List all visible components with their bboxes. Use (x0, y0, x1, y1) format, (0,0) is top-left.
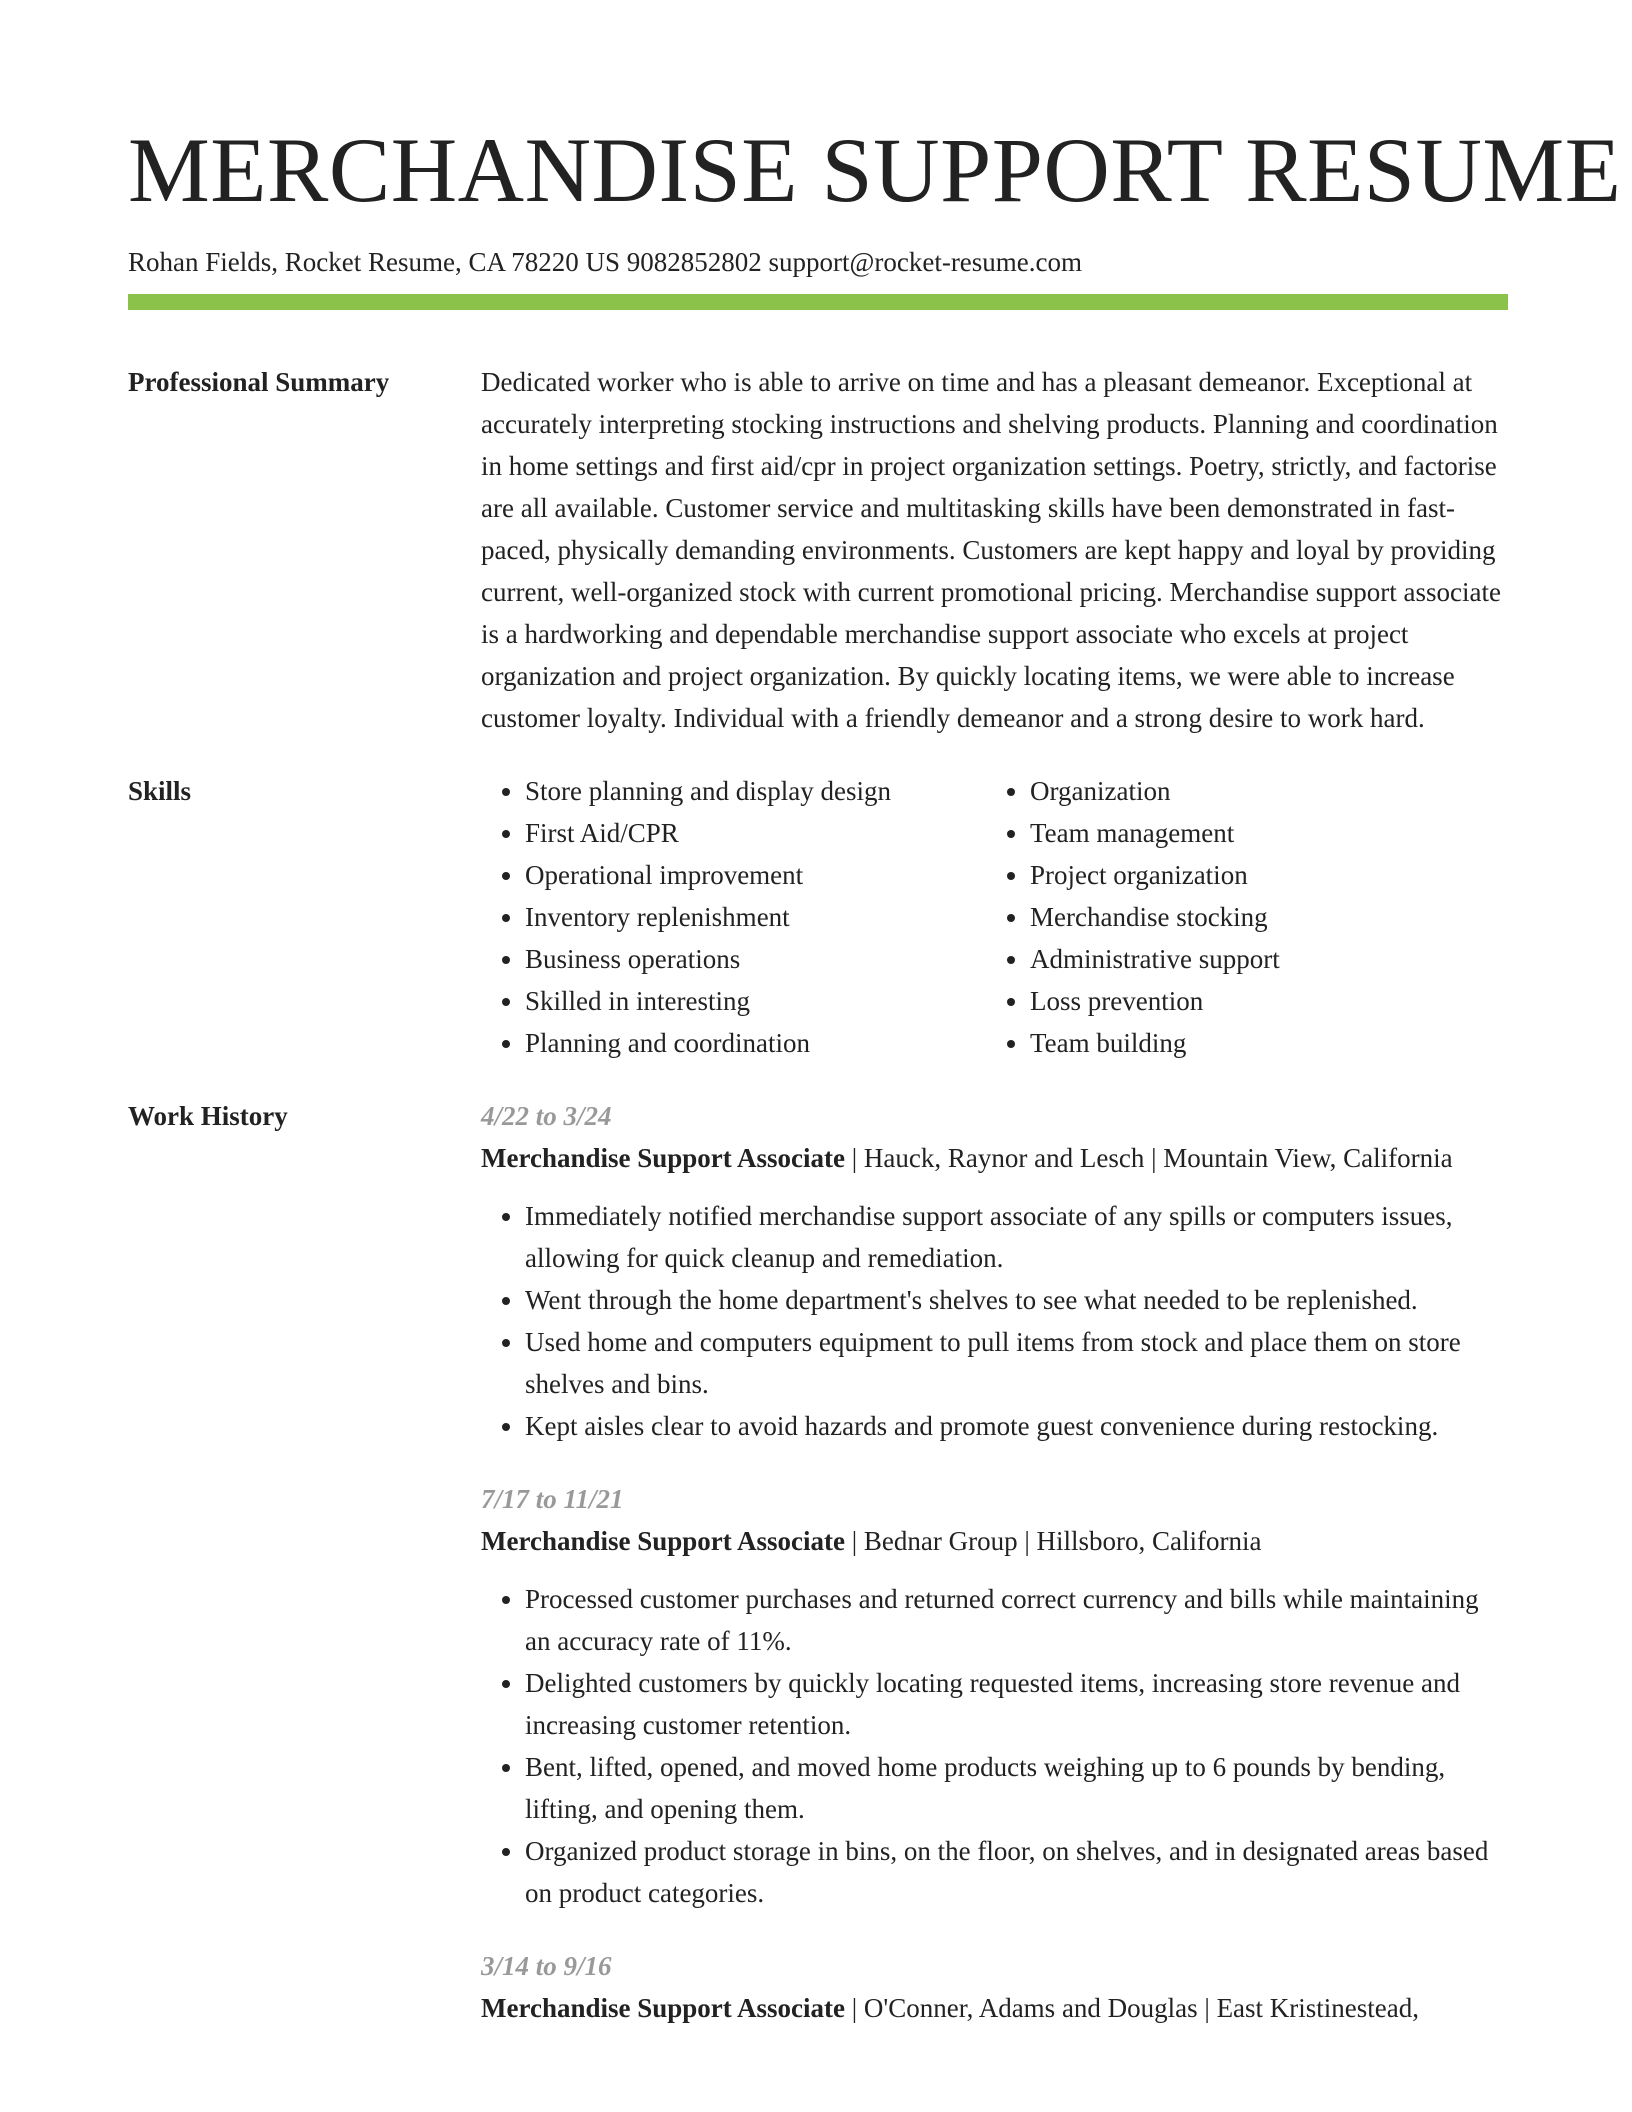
job-title: Merchandise Support Associate (481, 1993, 846, 2023)
skills-body (481, 770, 1508, 1064)
skill-item: • Organization (1030, 770, 1490, 812)
skill-item: • Business operations (525, 938, 986, 980)
job-title: Merchandise Support Associate (481, 1526, 846, 1556)
skill-item: • Project organization (1030, 854, 1490, 896)
skill-item: • Merchandise stocking (1030, 896, 1490, 938)
section-label: Skills (128, 776, 192, 806)
skill-item: • Skilled in interesting (525, 980, 986, 1022)
summary-text: Dedicated worker who is able to arrive on time and has a pleasant demeanor. Exceptional at accurately interpreting stocking instructions and shelving products. Planning and coordination in home settings and first aid/cpr in project organization settings. Poetry, strictly, and factorise are all available. Customer service and multitasking skills have been demonstrated in fast-paced, physically demanding environments. Customers are kept happy and loyal by providing current, well-organized stock with current promotional pricing. Merchandise support associate is a hardworking and dependable merchandise support associate who excels at project organization and project organization. By quickly locating items, we were able to increase customer loyalty. Individual with a friendly demeanor and a strong desire to work hard. (481, 367, 1501, 733)
job-dates: 3/14 to 9/16 (481, 1951, 612, 1981)
skill-item: • Team management (1030, 812, 1490, 854)
job-dates: 7/17 to 11/21 (481, 1484, 624, 1514)
skill-item: • Planning and coordination (525, 1022, 986, 1064)
job-employer-location: | Hauck, Raynor and Lesch | Mountain View, California (845, 1143, 1453, 1173)
duty-item: • Organized product storage in bins, on the floor, on shelves, and in designated areas based on product categories. (525, 1830, 1508, 1914)
professional-summary-section (128, 361, 1508, 739)
duty-item: • Immediately notified merchandise support associate of any spills or computers issues, allowing for quick cleanup and remediation. (525, 1195, 1508, 1279)
duty-item: • Went through the home department's shelves to see what needed to be replenished. (525, 1279, 1508, 1321)
job-entry (481, 1095, 1508, 1447)
skill-item: • Inventory replenishment (525, 896, 986, 938)
skill-item: • First Aid/CPR (525, 812, 986, 854)
skill-item: • Store planning and display design (525, 770, 986, 812)
job-heading (481, 1987, 1508, 2029)
section-label: Work History (128, 1101, 288, 1131)
duty-item: • Processed customer purchases and returned correct currency and bills while maintaining an accuracy rate of 11%. (525, 1578, 1508, 1662)
resume-page (128, 0, 1622, 2060)
skills-column-2 (986, 770, 1490, 1064)
skills-grid (481, 770, 1508, 1064)
job-dates: 4/22 to 3/24 (481, 1101, 612, 1131)
skills-section (128, 770, 1508, 1064)
job-entry (481, 1478, 1508, 1914)
duty-item: • Kept aisles clear to avoid hazards and promote guest convenience during restocking. (525, 1405, 1508, 1447)
skill-item: • Administrative support (1030, 938, 1490, 980)
duty-item: • Bent, lifted, opened, and moved home products weighing up to 6 pounds by bending, lifting, and opening them. (525, 1746, 1508, 1830)
skills-column-1 (481, 770, 986, 1064)
section-label: Professional Summary (128, 367, 390, 397)
skill-item: • Loss prevention (1030, 980, 1490, 1022)
job-duties (481, 1195, 1508, 1447)
work-history-body (481, 1095, 1508, 2060)
job-heading (481, 1520, 1508, 1562)
job-duties (481, 1578, 1508, 1914)
job-employer-location: | Bednar Group | Hillsboro, California (845, 1526, 1262, 1556)
skill-item: • Team building (1030, 1022, 1490, 1064)
resume-title: MERCHANDISE SUPPORT RESUME (128, 119, 1622, 221)
accent-divider (128, 294, 1508, 310)
job-employer-location: | O'Conner, Adams and Douglas | East Kristinestead, (845, 1993, 1420, 2023)
job-entry (481, 1945, 1508, 2029)
work-history-section (128, 1095, 1508, 2060)
summary-body (481, 361, 1508, 739)
contact-line: Rohan Fields, Rocket Resume, CA 78220 US 9082852802 support@rocket-resume.com (128, 247, 1083, 277)
job-heading (481, 1137, 1508, 1179)
job-title: Merchandise Support Associate (481, 1143, 846, 1173)
duty-item: • Used home and computers equipment to pull items from stock and place them on store shelves and bins. (525, 1321, 1508, 1405)
skill-item: • Operational improvement (525, 854, 986, 896)
duty-item: • Delighted customers by quickly locating requested items, increasing store revenue and increasing customer retention. (525, 1662, 1508, 1746)
